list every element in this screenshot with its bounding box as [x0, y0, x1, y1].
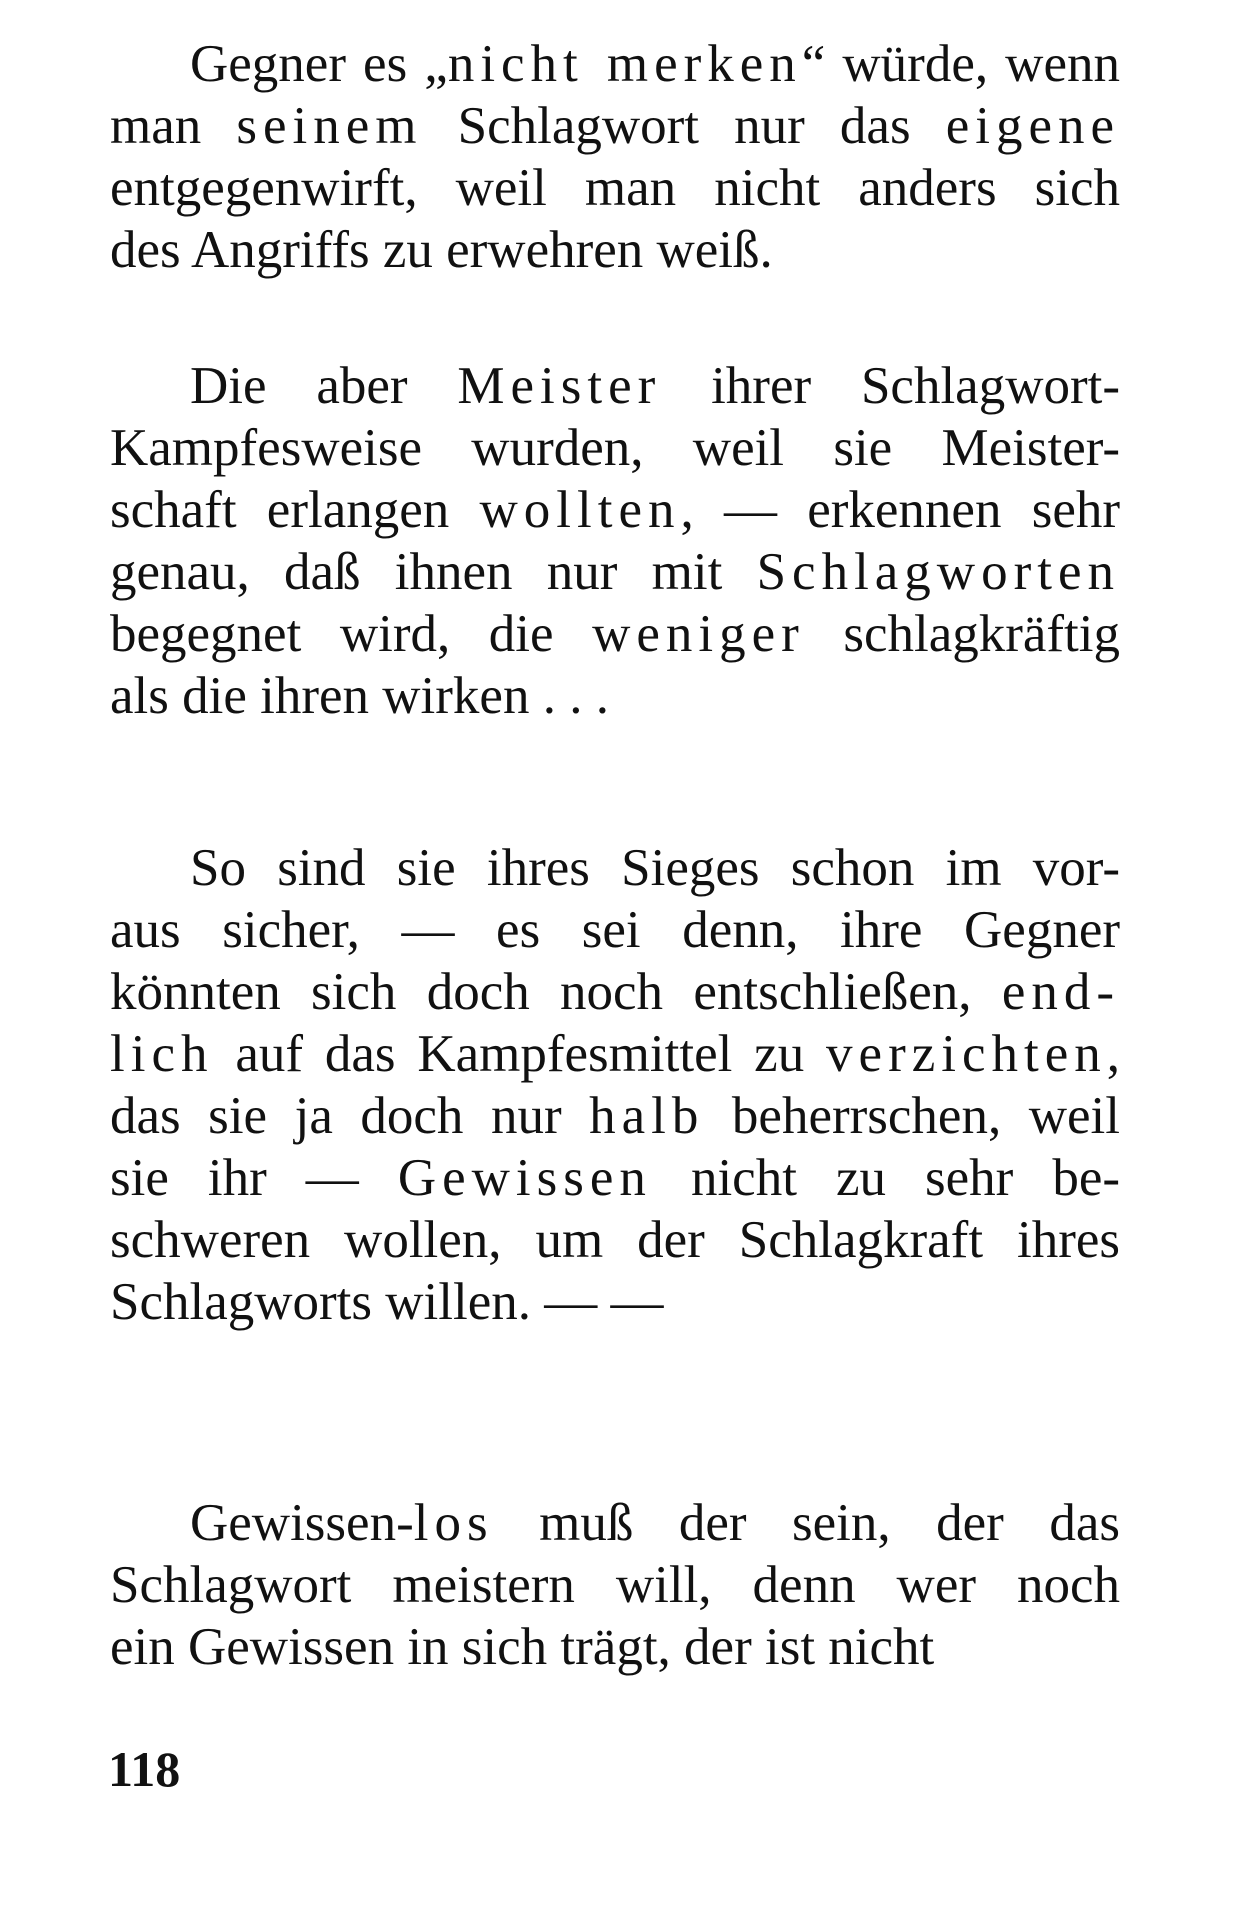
emphasized-text: Schlagworten — [756, 543, 1120, 601]
emphasized-text: lich — [110, 1025, 214, 1083]
text-segment: So sind sie ihres Sieges schon im vor- — [190, 839, 1120, 897]
text-segment: Schlagwort meistern will, denn wer noch — [110, 1556, 1120, 1614]
text-segment: begegnet wird, die — [110, 605, 593, 663]
text-segment: Schlagworts willen. — — — [110, 1273, 664, 1331]
text-segment: beherrschen, weil — [704, 1087, 1120, 1145]
emphasized-text: los — [413, 1494, 494, 1552]
text-line — [110, 214, 1120, 286]
emphasized-text: wollten — [479, 481, 681, 539]
text-segment: könnten sich doch noch entschließen, — [110, 963, 1002, 1021]
text-segment: das sie ja doch nur — [110, 1087, 590, 1145]
text-line — [110, 1611, 1120, 1683]
text-line — [110, 660, 1120, 732]
text-segment: man — [110, 97, 237, 155]
text-segment: Gewissen- — [190, 1494, 414, 1552]
emphasized-text: weniger — [592, 605, 805, 663]
text-segment: nicht zu sehr be- — [651, 1149, 1120, 1207]
text-segment: schaft erlangen — [110, 481, 480, 539]
text-segment: entgegenwirft, weil man nicht anders sich — [110, 159, 1120, 217]
emphasized-text: seinem — [236, 97, 423, 155]
emphasized-text: eigene — [945, 97, 1120, 155]
text-segment: Die aber — [190, 357, 458, 415]
text-segment: genau, daß ihnen nur mit — [110, 543, 757, 601]
text-segment: , — [1106, 1025, 1120, 1083]
text-segment: aus sicher, — es sei denn, ihre Gegner — [110, 901, 1120, 959]
emphasized-text: halb — [589, 1087, 705, 1145]
text-segment: schlagkräftig — [804, 605, 1120, 663]
emphasized-text: verzichten — [826, 1025, 1107, 1083]
text-segment: des Angriffs zu erwehren weiß. — [110, 221, 773, 279]
text-segment: “ würde, wenn — [801, 35, 1120, 93]
page-number: 118 — [108, 1741, 181, 1797]
text-segment: als die ihren wirken . . . — [110, 667, 609, 725]
text-segment: ein Gewissen in sich trägt, der ist nicht — [110, 1618, 935, 1676]
text-segment: ihrer Schlagwort- — [661, 357, 1120, 415]
text-segment: Gegner es „ — [190, 35, 448, 93]
text-segment: muß der sein, der das — [493, 1494, 1120, 1552]
text-segment: schweren wollen, um der Schlagkraft ihres — [110, 1211, 1120, 1269]
emphasized-text: end- — [1001, 963, 1120, 1021]
text-segment: sie ihr — — [110, 1149, 398, 1207]
emphasized-text: Gewissen — [397, 1149, 652, 1207]
text-segment: auf das Kampfesmittel zu — [213, 1025, 827, 1083]
text-segment: , — erkennen sehr — [680, 481, 1120, 539]
text-segment: Schlagwort nur das — [422, 97, 946, 155]
emphasized-text: nicht merken — [447, 35, 802, 93]
text-segment: Kampfesweise wurden, weil sie Meister- — [110, 419, 1120, 477]
emphasized-text: Meister — [457, 357, 662, 415]
text-line — [110, 1266, 1120, 1338]
